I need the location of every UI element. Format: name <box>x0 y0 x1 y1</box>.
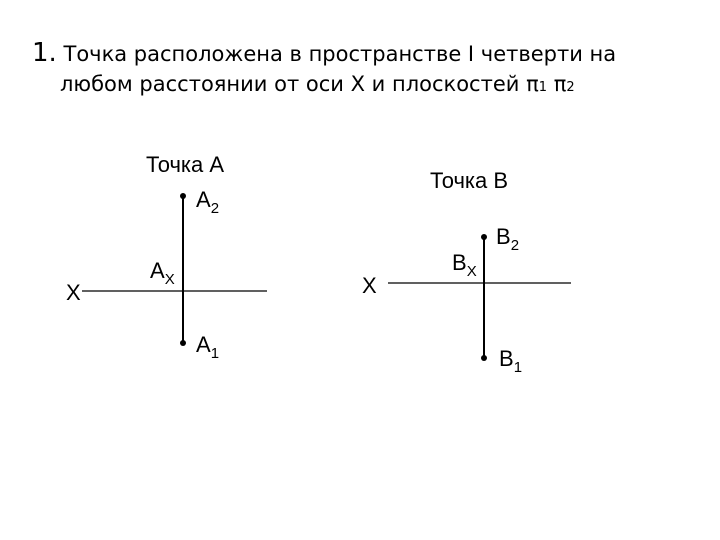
label-b2-sub: 2 <box>510 237 520 254</box>
label-a1-sub: 1 <box>210 345 220 362</box>
diagram-point-a <box>66 152 267 362</box>
label-b1-sub: 1 <box>513 359 523 376</box>
label-bx-sub: X <box>466 263 477 280</box>
label-ax-sub: X <box>164 271 175 288</box>
point-b1 <box>481 355 487 361</box>
label-a2-sub: 2 <box>210 200 220 217</box>
point-a1 <box>180 340 186 346</box>
label-a2-letter: A <box>196 187 211 212</box>
label-b1 <box>499 346 522 376</box>
label-ax <box>150 258 175 288</box>
axis-label-x-b: X <box>362 273 377 298</box>
point-b2 <box>481 234 487 240</box>
title-number: 1. <box>32 38 57 68</box>
pi-subscript-2: 2 <box>566 80 575 95</box>
label-bx <box>452 250 477 280</box>
pi-subscript-1: 1 <box>538 80 548 95</box>
label-bx-letter: B <box>452 250 467 275</box>
label-a2 <box>196 187 219 217</box>
label-b2 <box>496 224 519 254</box>
title-line-2: любом расстоянии от оси X и плоскостей <box>60 72 527 96</box>
label-b1-letter: B <box>499 346 514 371</box>
diagram-point-b <box>362 168 571 376</box>
heading-point-a: Точка А <box>146 152 225 177</box>
point-a2 <box>180 193 186 199</box>
pi-symbol-2: π <box>553 72 567 96</box>
label-b2-letter: B <box>496 224 511 249</box>
label-a1-letter: A <box>196 332 211 357</box>
axis-label-x-a: X <box>66 280 81 305</box>
heading-point-b: Точка В <box>430 168 509 193</box>
pi-symbol-1: π <box>526 72 539 96</box>
label-ax-letter: A <box>150 258 165 283</box>
title-line-1: Точка расположена в пространстве I четверти на <box>63 42 617 66</box>
label-a1 <box>196 332 219 362</box>
